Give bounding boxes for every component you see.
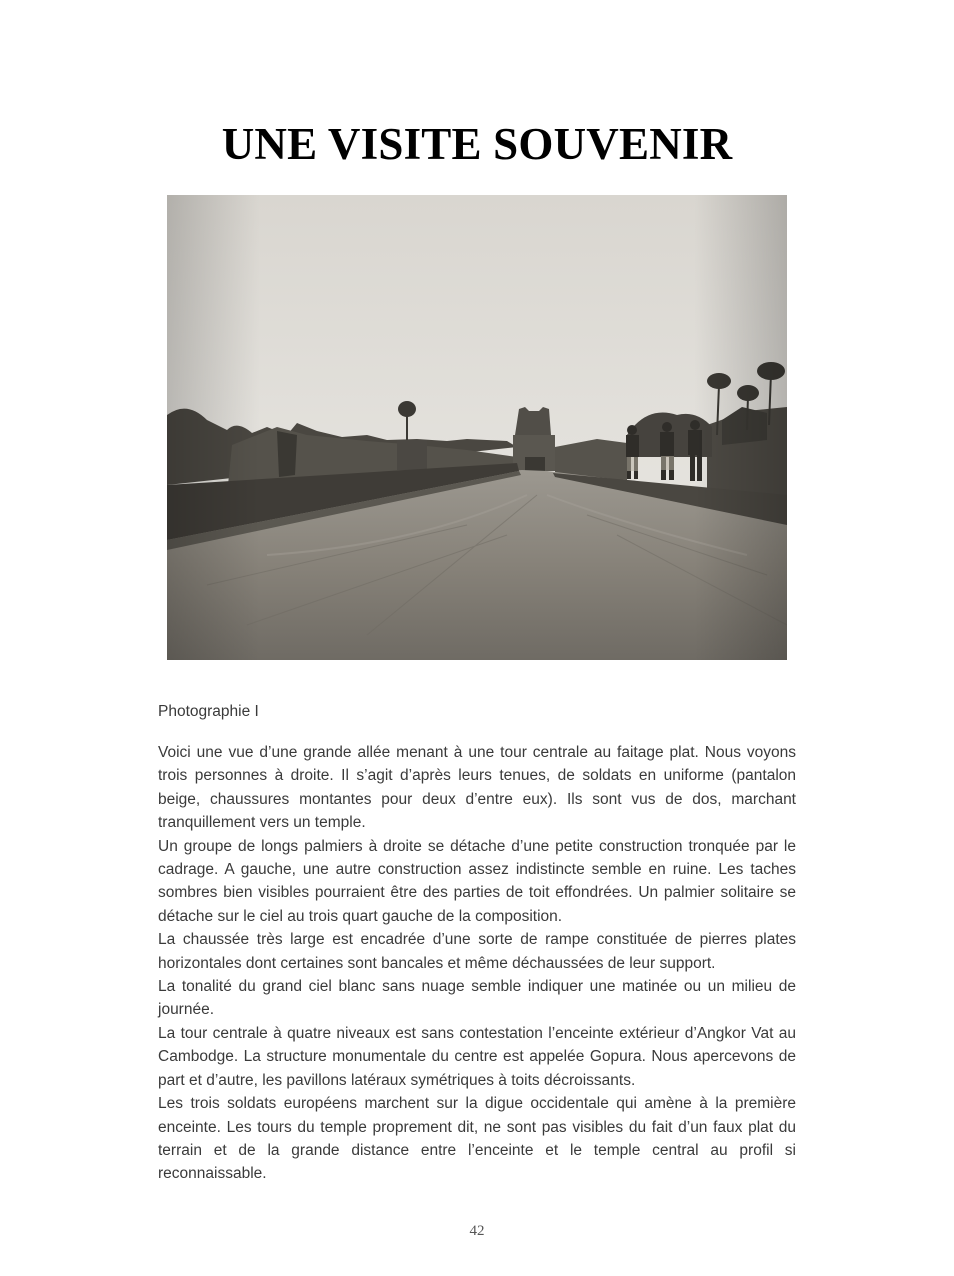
paragraph: Les trois soldats européens marchent sur la digue occidentale qui amène à la première enceinte. Les tours du temple proprement dit, ne sont pas visibles du fait d’un faux plat du terrain et de la grande distance entre l’enceinte et le temple central au profil si reconnaissable. xyxy=(158,1095,796,1183)
paragraph: La tour centrale à quatre niveaux est sans contestation l’enceinte extérieur d’Angkor Vat au Cambodge. La structure monumentale du centre est appelée Gopura. Nous apercevons de part et d’autre, les pavillons latéraux symétriques à toits décroissants. xyxy=(158,1024,796,1089)
page-number: 42 xyxy=(469,1223,485,1239)
paragraph: Voici une vue d’une grande allée menant à une tour centrale au faitage plat. Nous voyons trois personnes à droite. Il s’agit d’après leurs tenues, de soldats en uniforme (pantalon beige, chaussures montantes pour deux d’entre eux). Ils sont vus de dos, marchant tranquillement vers un temple. xyxy=(158,744,796,832)
photo-caption: Photographie I xyxy=(158,703,259,720)
body-text xyxy=(158,741,796,1186)
page-title: UNE VISITE SOUVENIR xyxy=(221,119,733,169)
paragraph: La tonalité du grand ciel blanc sans nuage semble indiquer une matinée ou un milieu de journée. xyxy=(158,978,796,1019)
paragraph: Un groupe de longs palmiers à droite se détache d’une petite construction tronquée par le cadrage. A gauche, une autre construction assez indistincte semble en ruine. Les taches sombres bien visibles pourraient être des parties de toit effondrées. Un palmier solitaire se détache sur le ciel au trois quart gauche de la composition. xyxy=(158,837,796,925)
paragraph: La chaussée très large est encadrée d’une sorte de rampe constituée de pierres plates horizontales dont certaines sont bancales et même déchaussées de leur support. xyxy=(158,931,796,972)
photograph-angkor-causeway xyxy=(167,195,787,660)
